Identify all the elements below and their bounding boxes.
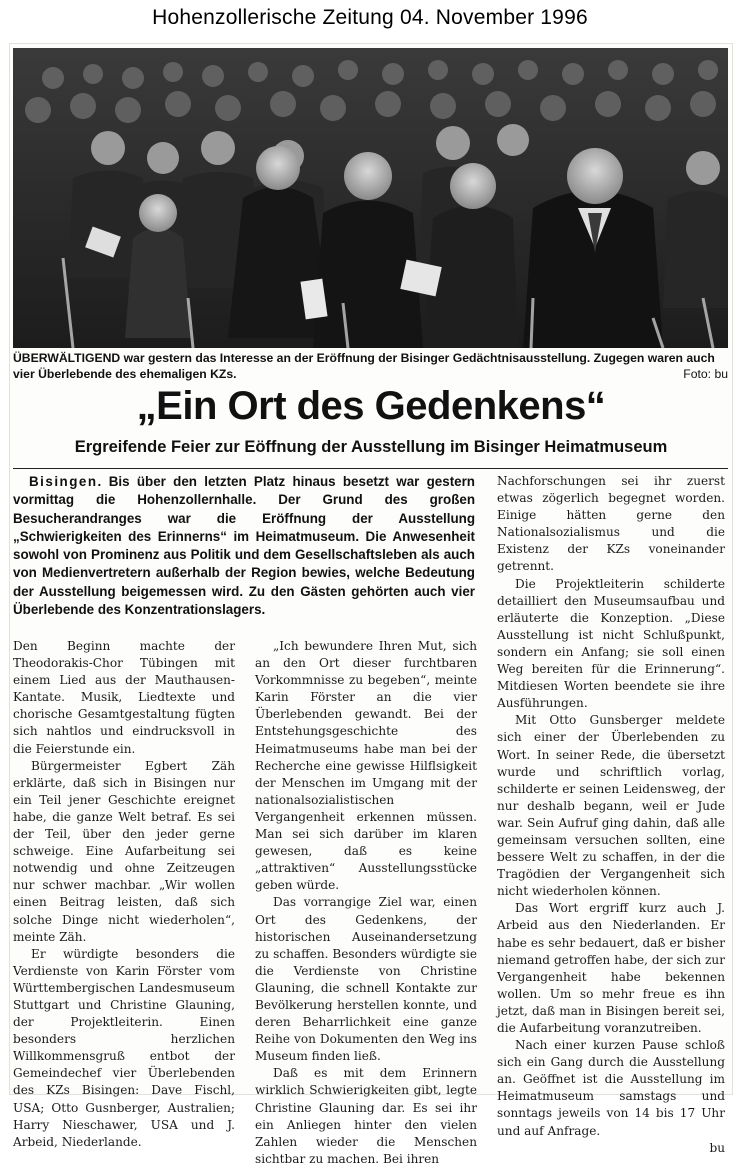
article-column-2	[255, 638, 477, 1168]
paragraph: Das Wort ergriff kurz auch J. Arbeid aus den Niederlanden. Er habe es sehr bedauert, daß er bisher niemand getroffen habe, der sich zur Vergangenheit habe bekennen wollen. Um so mehr freue es ihn jetzt, daß man in Bisingen bereit sei, die Aufarbeitung voranzutreiben.	[497, 901, 725, 1035]
article-column-3	[497, 473, 725, 1157]
paragraph: „Ich bewundere Ihren Mut, sich an den Ort dieser furchtbaren Vorkommnisse zu begeben“, meinte Karin Förster an die vier Überlebenden gewandt. Bei der Entstehungsgeschichte des Heimatmuseums habe man bei der Recherche eine gewisse Hilflsigkeit der Menschen im Umgang mit der nationalsozialistischen Vergangenheit erkennen müssen. Man sei sich darüber im klaren gewesen, daß es keine „attraktiven“ Ausstellungsstücke geben würde.	[255, 639, 477, 893]
article-dateline: Bisingen.	[29, 474, 103, 489]
newspaper-source-line: Hohenzollerische Zeitung 04. November 1996	[152, 6, 588, 29]
paragraph: Bürgermeister Egbert Zäh erklärte, daß sich in Bisingen nur ein Teil jener Geschichte ereignet habe, die ganze Welt betraf. Es sei der Teil, über den jeder gerne schweige. Eine Aufarbeitung sei notwendig und ohne Zeitzeugen nur schwer machbar. „Wir wollen einen Beitrag leisten, daß sich solche Dinge nicht wiederholen“, meinte Zäh.	[13, 758, 235, 944]
article-column-1	[13, 638, 235, 1151]
paragraph: Den Beginn machte der Theodorakis-Chor Tübingen mit einem Lied aus der Mauthausen-Kantate. Musik, Liedtexte und chorische Gesamtgestaltung fügten sich nahtlos und eindrucksvoll in die Feierstunde ein.	[13, 639, 235, 756]
photo-caption	[13, 351, 728, 382]
paragraph: Nach einer kurzen Pause schloß sich ein Gang durch die Ausstellung an. Geöffnet ist die Ausstellung im Heimatmuseum samstags und sonntags jeweils von 14 bis 17 Uhr und auf Anfrage.	[497, 1038, 725, 1138]
audience-photo	[13, 48, 728, 348]
paragraph: Die Projektleiterin schilderte detailliert den Museumsaufbau und erläuterte die Konzeption. „Diese Ausstellung ist nicht Schlußpunkt, sondern ein Anfang; sie soll einen Weg bereiten für die Erinnerung“. Mitdiesen Worten beendete sie ihre Ausführungen.	[497, 576, 725, 711]
paragraph: Mit Otto Gunsberger meldete sich einer der Überlebenden zu Wort. In seiner Rede, die übersetzt wurde und schriftlich vorlag, schilderte er seinen Leidensweg, der nur deshalb begann, weil er Jude war. Sein Aufruf ging dahin, daß alle gemeinsam versuchen sollten, eine bessere Welt zu schaffen, in der die Tragödien der Vergangenheit sich nicht wiederholen können.	[497, 713, 725, 899]
paragraph: Nachforschungen sei ihr zuerst etwas zögerlich begegnet worden. Einige hätten gerne den Nationalsozialismus und die Existenz der KZs voneinander getrennt.	[497, 474, 725, 574]
article-subheadline: Ergreifende Feier zur Eöffnung der Ausstellung im Bisinger Heimatmuseum	[74, 438, 668, 456]
paragraph: Er würdigte besonders die Verdienste von Karin Förster vom Württembergischen Landesmuseum Stuttgart und Christine Glauning, der Projektleiterin. Einen besonders herzlichen Willkommensgruß entbot der Gemeindechef vier Überlebenden des KZs Bisingen: Dave Fischl, USA; Otto Gusnberger, Australien; Harry Nieschawer, USA und J. Arbeid, Niederlande.	[13, 946, 235, 1149]
headline-divider	[13, 468, 728, 469]
photo-credit: Foto: bu	[683, 366, 728, 381]
paragraph: Das vorrangige Ziel war, einen Ort des Gedenkens, der historischen Auseinandersetzung zu schaffen. Besonders würdigte sie die Verdienste von Christine Glauning, die schnell Kontakte zur Bevölkerung herstellen konnte, und deren Beharrlichkeit eine ganze Reihe von Dokumenten den Weg ins Museum finden ließ.	[255, 895, 477, 1064]
article-headline: „Ein Ort des Gedenkens“	[136, 384, 606, 428]
article-lead-text: Bis über den letzten Platz hinaus besetzt war gestern vormittag die Hohenzollernhalle. Der Grund des großen Besucherandranges war die Eröffnung der Ausstellung „Schwierigkeiten des Erinnerns“ im Heimatmuseum. Die Anwesenheit sowohl von Prominenz aus Politik und dem Gesellschaftsleben als auch von Medienvertretern außerhalb der Region bewies, welche Bedeutung der Ausstellung beigemessen wird. Zu den Gästen gehörten auch vier Überlebende des Konzentrationslagers.	[13, 474, 475, 618]
author-signature: bu	[709, 1140, 725, 1155]
paragraph: Daß es mit dem Erinnern wirklich Schwierigkeiten gibt, legte Christine Glauning dar. Es sei ihr ein Anliegen hinter den vielen Zahlen wieder die Menschen sichtbar zu machen. Bei ihren	[255, 1066, 477, 1166]
newspaper-clipping	[10, 44, 732, 1166]
article-lead	[13, 473, 475, 619]
photo-caption-text: ÜBERWÄLTIGEND war gestern das Interesse an der Eröffnung der Bisinger Gedächtnisausstellung. Zugegen waren auch vier Überlebende des ehemaligen KZs.	[13, 351, 715, 381]
